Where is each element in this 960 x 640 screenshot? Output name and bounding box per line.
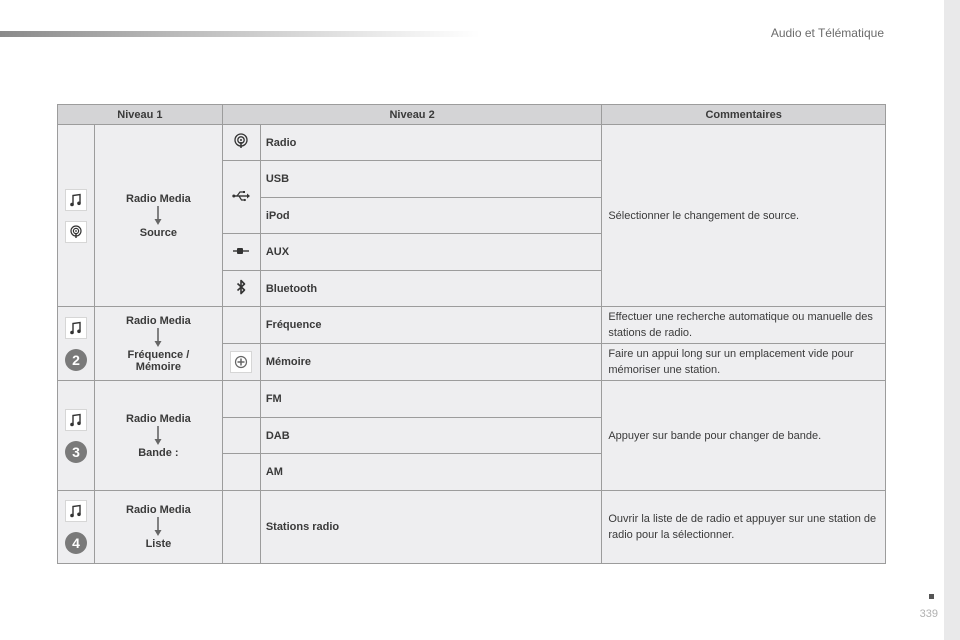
level1-icons-cell xyxy=(58,125,95,307)
level2-label: USB xyxy=(260,161,602,198)
radio-icon xyxy=(233,133,249,149)
level2-icon-cell xyxy=(222,491,260,564)
level2-icon-cell xyxy=(222,125,260,161)
level2-label: Fréquence xyxy=(260,307,602,344)
arrow-down-icon xyxy=(153,516,163,538)
header-level1: Niveau 1 xyxy=(58,105,223,125)
table-row xyxy=(58,125,886,161)
level2-label: Radio xyxy=(260,125,602,161)
arrow-down-icon xyxy=(153,327,163,349)
comment-cell: Effectuer une recherche automatique ou manuelle des stations de radio. xyxy=(602,307,886,344)
header-level2: Niveau 2 xyxy=(222,105,601,125)
nav-top-label: Radio Media xyxy=(126,504,191,516)
table-row xyxy=(58,307,886,344)
level2-icon-cell xyxy=(222,418,260,454)
nav-top-label: Radio Media xyxy=(126,314,191,327)
arrow-down-icon xyxy=(153,205,163,227)
nav-bottom-label: Source xyxy=(139,226,178,239)
level1-nav-cell xyxy=(94,381,222,491)
level2-label: iPod xyxy=(260,198,602,234)
level2-icon-cell xyxy=(222,234,260,271)
comment-cell: Ouvrir la liste de de radio et appuyer sur une station de radio pour la sélectionner. xyxy=(602,491,886,564)
radio-menu-table xyxy=(57,104,886,564)
page-marker xyxy=(929,594,934,599)
step-number-badge: 3 xyxy=(65,441,87,463)
comment-cell: Sélectionner le changement de source. xyxy=(602,125,886,307)
level2-icon-cell xyxy=(222,271,260,307)
music-note-icon xyxy=(65,317,87,339)
nav-bottom-label: Liste xyxy=(145,538,172,550)
level1-nav-cell xyxy=(94,307,222,381)
comment-cell: Appuyer sur bande pour changer de bande. xyxy=(602,381,886,491)
level1-icons-cell xyxy=(58,307,95,381)
nav-top-label: Radio Media xyxy=(126,192,191,205)
level1-icons-cell xyxy=(58,491,95,564)
level1-nav-cell xyxy=(94,491,222,564)
music-note-icon xyxy=(65,409,87,431)
level1-nav-cell xyxy=(94,125,222,307)
table-row xyxy=(58,491,886,564)
page-number: 339 xyxy=(919,608,938,620)
music-note-icon xyxy=(65,500,87,522)
page-header-title: Audio et Télématique xyxy=(770,26,884,40)
level2-label: DAB xyxy=(260,418,602,454)
table-row xyxy=(58,381,886,418)
nav-bottom-label: Bande : xyxy=(138,446,179,459)
level2-label: FM xyxy=(260,381,602,418)
level2-label: AM xyxy=(260,454,602,491)
header-comments: Commentaires xyxy=(602,105,886,125)
aux-icon xyxy=(232,246,250,256)
music-note-icon xyxy=(65,189,87,211)
comment-cell: Faire un appui long sur un emplacement vide pour mémoriser une station. xyxy=(602,344,886,381)
level2-label: Mémoire xyxy=(260,344,602,381)
level2-label: Bluetooth xyxy=(260,271,602,307)
arrow-down-icon xyxy=(153,425,163,447)
header-gradient-bar xyxy=(0,31,480,37)
nav-bottom-label: Fréquence / Mémoire xyxy=(127,348,190,373)
table-header-row xyxy=(58,105,886,125)
nav-top-label: Radio Media xyxy=(126,412,191,425)
page-edge-strip xyxy=(944,0,960,640)
level2-label: AUX xyxy=(260,234,602,271)
level2-icon-cell xyxy=(222,307,260,344)
level2-label: Stations radio xyxy=(260,491,602,564)
memory-icon xyxy=(230,351,252,373)
level2-icon-cell xyxy=(222,381,260,418)
radio-wave-icon xyxy=(65,221,87,243)
level2-icon-cell xyxy=(222,161,260,234)
level1-icons-cell xyxy=(58,381,95,491)
step-number-badge: 2 xyxy=(65,349,87,371)
bluetooth-icon xyxy=(235,279,247,295)
level2-icon-cell xyxy=(222,454,260,491)
step-number-badge: 4 xyxy=(65,532,87,554)
usb-icon xyxy=(232,190,250,202)
level2-icon-cell xyxy=(222,344,260,381)
